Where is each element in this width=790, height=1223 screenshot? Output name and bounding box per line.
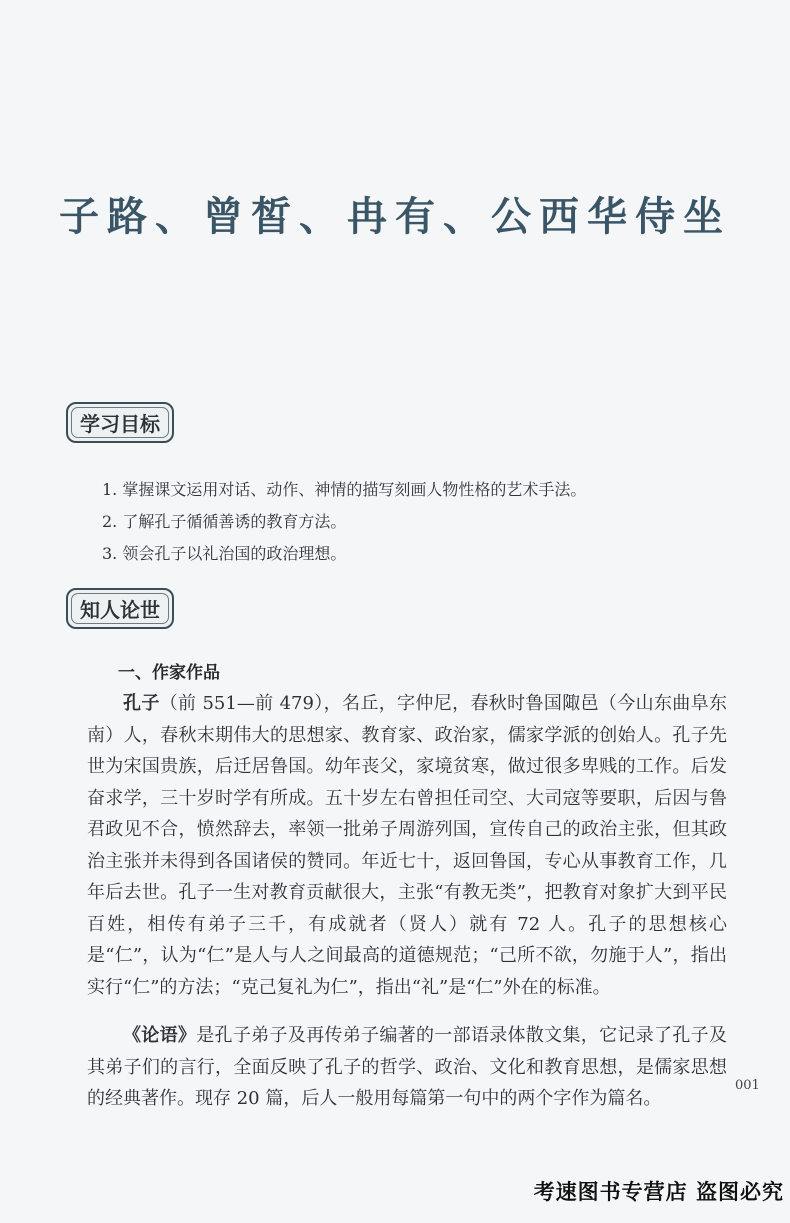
paragraph-analects — [87, 1020, 727, 1115]
paragraph-lead: 孔子 — [123, 693, 160, 714]
paragraph-lead: 《论语》 — [123, 1025, 197, 1046]
paragraph-body: 是孔子弟子及再传弟子编著的一部语录体散文集，它记录了孔子及其弟子们的言行，全面反映了孔子的哲学、政治、文化和教育思想，是儒家思想的经典著作。现存 20 篇，后人一般用每篇第一句中的两个字作为篇名。 — [87, 1025, 727, 1109]
paragraph-confucius — [87, 688, 727, 1003]
objective-item: 1. 掌握课文运用对话、动作、神情的描写刻画人物性格的艺术手法。 — [102, 480, 587, 499]
lesson-title: 子路、曾皙、冉有、公西华侍坐 — [59, 193, 731, 240]
shop-watermark: 考速图书专营店 盗图必究 — [533, 1180, 784, 1204]
paragraph-body: （前 551—前 479），名丘，字仲尼，春秋时鲁国陬邑（今山东曲阜东南）人，春秋末期伟大的思想家、教育家、政治家，儒家学派的创始人。孔子先世为宋国贵族，后迁居鲁国。幼年丧父，家境贫寒，做过很多卑贱的工作。后发奋求学，三十岁时学有所成。五十岁左右曾担任司空、大司寇等要职，后因与鲁君政见不合，愤然辞去，率领一批弟子周游列国，宣传自己的政治主张，但其政治主张并未得到各国诸侯的赞同。年近七十，返回鲁国，专心从事教育工作，几年后去世。孔子一生对教育贡献很大，主张“有教无类”，把教育对象扩大到平民百姓，相传有弟子三千，有成就者（贤人）就有 72 人。孔子的思想核心是“仁”，认为“仁”是人与人之间最高的道德规范；“己所不欲，勿施于人”，指出实行“仁”的方法；“克己复礼为仁”，指出“礼”是“仁”外在的标准。 — [87, 693, 728, 998]
learning-objectives-tag: 学习目标 — [66, 402, 174, 443]
objective-item: 2. 了解孔子循循善诱的教育方法。 — [102, 512, 347, 531]
page-number: 001 — [735, 1078, 760, 1093]
author-context-tag: 知人论世 — [66, 588, 174, 629]
objectives-list — [102, 474, 742, 570]
section-heading: 一、作家作品 — [118, 663, 220, 683]
objective-item: 3. 领会孔子以礼治国的政治理想。 — [102, 544, 347, 563]
